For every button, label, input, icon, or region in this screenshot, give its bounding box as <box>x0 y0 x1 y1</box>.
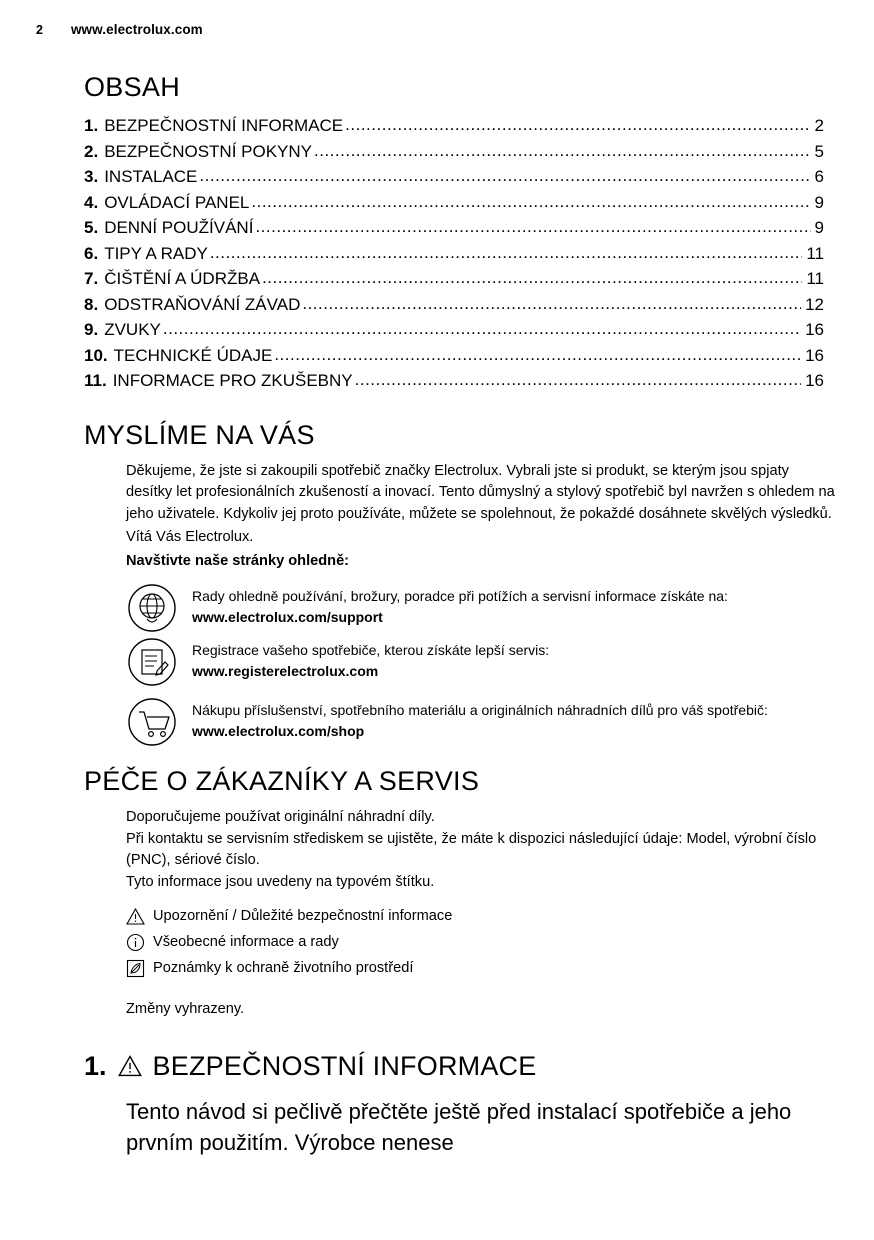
toc-entry-page: 2 <box>814 116 824 135</box>
toc-entry-number: 3. <box>84 167 99 186</box>
toc-entry[interactable] <box>84 113 824 139</box>
toc-entry[interactable] <box>84 317 824 343</box>
toc-entry-label: BEZPEČNOSTNÍ POKYNY <box>104 141 313 161</box>
toc-entry-number: 2. <box>84 141 99 161</box>
toc-leader-dots <box>262 265 802 291</box>
toc-entry-label: ZVUKY <box>104 320 161 339</box>
toc-entry-number: 11. <box>84 371 107 390</box>
toc-entry-number: 4. <box>84 192 99 212</box>
chapter-title: BEZPEČNOSTNÍ INFORMACE <box>152 1050 537 1081</box>
note-warning-text: Upozornění / Důležité bezpečnostní informace <box>153 908 453 924</box>
shopping-cart-icon <box>126 696 178 748</box>
toc-entry[interactable] <box>84 215 824 241</box>
toc-entry-number: 10. <box>84 345 108 365</box>
customer-care-paragraph-2: Při kontaktu se servisním střediskem se ujistěte, že máte k dispozici následující údaje: Model, výrobní číslo (PNC), sériové číslo. <box>126 830 817 868</box>
customer-care-title: PÉČE O ZÁKAZNÍKY A SERVIS <box>84 766 480 796</box>
toc-entry-page: 6 <box>814 167 824 186</box>
registration-icon <box>126 636 178 688</box>
info-circle-icon <box>126 933 145 952</box>
website-blocks <box>126 582 838 748</box>
thinking-of-you-title: MYSLÍME NA VÁS <box>84 419 315 450</box>
registration-block <box>126 636 838 688</box>
toc-entry-label: TIPY A RADY <box>104 243 208 263</box>
toc-entry-page: 9 <box>814 192 824 212</box>
note-info <box>126 929 838 955</box>
chapter-number: 1. <box>84 1050 107 1081</box>
toc-entry-page: 16 <box>805 345 824 365</box>
toc-leader-dots <box>199 163 810 189</box>
registration-text: Registrace vašeho spotřebiče, kterou získáte lepší servis: <box>192 642 550 658</box>
shop-block <box>126 696 838 748</box>
toc-entry[interactable] <box>84 266 824 292</box>
toc-entry-label: BEZPEČNOSTNÍ INFORMACE <box>104 116 344 135</box>
toc-entry-number: 6. <box>84 243 99 263</box>
toc-leader-dots <box>302 291 801 317</box>
toc-entry-label: TECHNICKÉ ÚDAJE <box>113 345 273 365</box>
shop-text: Nákupu příslušenství, spotřebního materiálu a originálních náhradních dílů pro váš spotřebič: <box>192 702 768 718</box>
customer-care-paragraph-3: Tyto informace jsou uvedeny na typovém štítku. <box>126 873 435 890</box>
toc-leader-dots <box>314 138 811 164</box>
toc-entry[interactable] <box>84 368 824 394</box>
globe-icon <box>126 582 178 634</box>
toc-entry-label: ČIŠTĚNÍ A ÚDRŽBA <box>104 269 261 288</box>
toc-entry-label: OVLÁDACÍ PANEL <box>104 192 250 212</box>
toc-entry-page: 12 <box>805 294 824 314</box>
note-warning <box>126 903 838 929</box>
note-info-text: Všeobecné informace a rady <box>153 934 339 950</box>
toc-entry-number: 8. <box>84 294 99 314</box>
toc-entry-label: DENNÍ POUŽÍVÁNÍ <box>104 218 254 237</box>
toc-entry-label: ODSTRAŇOVÁNÍ ZÁVAD <box>104 294 301 314</box>
chapter-1-heading <box>84 1051 838 1082</box>
support-link[interactable]: www.electrolux.com/support <box>192 608 383 625</box>
toc-entry-label: INSTALACE <box>104 167 198 186</box>
toc-entry-label: INFORMACE PRO ZKUŠEBNY <box>112 371 353 390</box>
customer-care-paragraph-1: Doporučujeme používat originální náhradní díly. <box>126 809 435 825</box>
toc-entry-page: 11 <box>806 269 824 288</box>
toc-entry[interactable] <box>84 241 824 267</box>
toc-entry-page: 9 <box>814 218 824 237</box>
toc-entry-page: 16 <box>805 320 824 339</box>
note-environment <box>126 955 838 981</box>
page-content <box>36 58 838 1158</box>
toc-leader-dots <box>355 367 801 393</box>
toc-entry[interactable] <box>84 292 824 318</box>
toc-entry-page: 5 <box>814 141 824 161</box>
note-environment-text: Poznámky k ochraně životního prostředí <box>153 960 414 976</box>
toc-entry-page: 11 <box>806 243 824 263</box>
header-website: www.electrolux.com <box>70 22 203 37</box>
page-header <box>36 22 838 37</box>
support-text: Rady ohledně používání, brožury, poradce při potížích a servisní informace získáte na: <box>192 588 728 604</box>
toc-leader-dots <box>274 342 801 368</box>
toc-entry-page: 16 <box>805 371 824 390</box>
toc-leader-dots <box>251 189 810 215</box>
changes-reserved: Změny vyhrazeny. <box>126 1001 245 1017</box>
toc-leader-dots <box>345 112 810 138</box>
table-of-contents <box>84 113 824 394</box>
welcome-line: Vítá Vás Electrolux. <box>126 529 254 545</box>
shop-link[interactable]: www.electrolux.com/shop <box>192 722 365 739</box>
toc-leader-dots <box>255 214 810 240</box>
toc-entry[interactable] <box>84 164 824 190</box>
toc-entry-number: 9. <box>84 320 99 339</box>
thinking-of-you-paragraph: Děkujeme, že jste si zakoupili spotřebič značky Electrolux. Vybrali jste si produkt, se kterým jsou spjaty desítky let profesionálních zkušeností a inovací. Tento důmyslný a stylový spotřebič byl navržen s ohledem na jeho uživatele. Kdykoliv jej proto používáte, můžete se spolehnout, že pokaždé dosáhnete skvělých výsledků. <box>126 462 835 522</box>
toc-leader-dots <box>210 240 803 266</box>
toc-entry[interactable] <box>84 343 824 369</box>
chapter-1-body: Tento návod si pečlivě přečtěte ještě před instalací spotřebiče a jeho prvním použitím. Výrobce nenese <box>126 1098 792 1155</box>
registration-link[interactable]: www.registerelectrolux.com <box>192 662 379 679</box>
toc-leader-dots <box>163 316 801 342</box>
warning-triangle-icon <box>126 907 145 926</box>
visit-heading: Navštivte naše stránky ohledně: <box>126 552 350 569</box>
toc-entry-number: 1. <box>84 116 99 135</box>
toc-entry[interactable] <box>84 139 824 165</box>
warning-triangle-icon <box>118 1054 142 1078</box>
toc-entry[interactable] <box>84 190 824 216</box>
environment-leaf-icon <box>126 959 145 978</box>
page-number: 2 <box>36 23 43 37</box>
toc-entry-number: 5. <box>84 218 99 237</box>
support-block <box>126 582 838 634</box>
toc-title: OBSAH <box>84 72 181 102</box>
toc-entry-number: 7. <box>84 269 99 288</box>
